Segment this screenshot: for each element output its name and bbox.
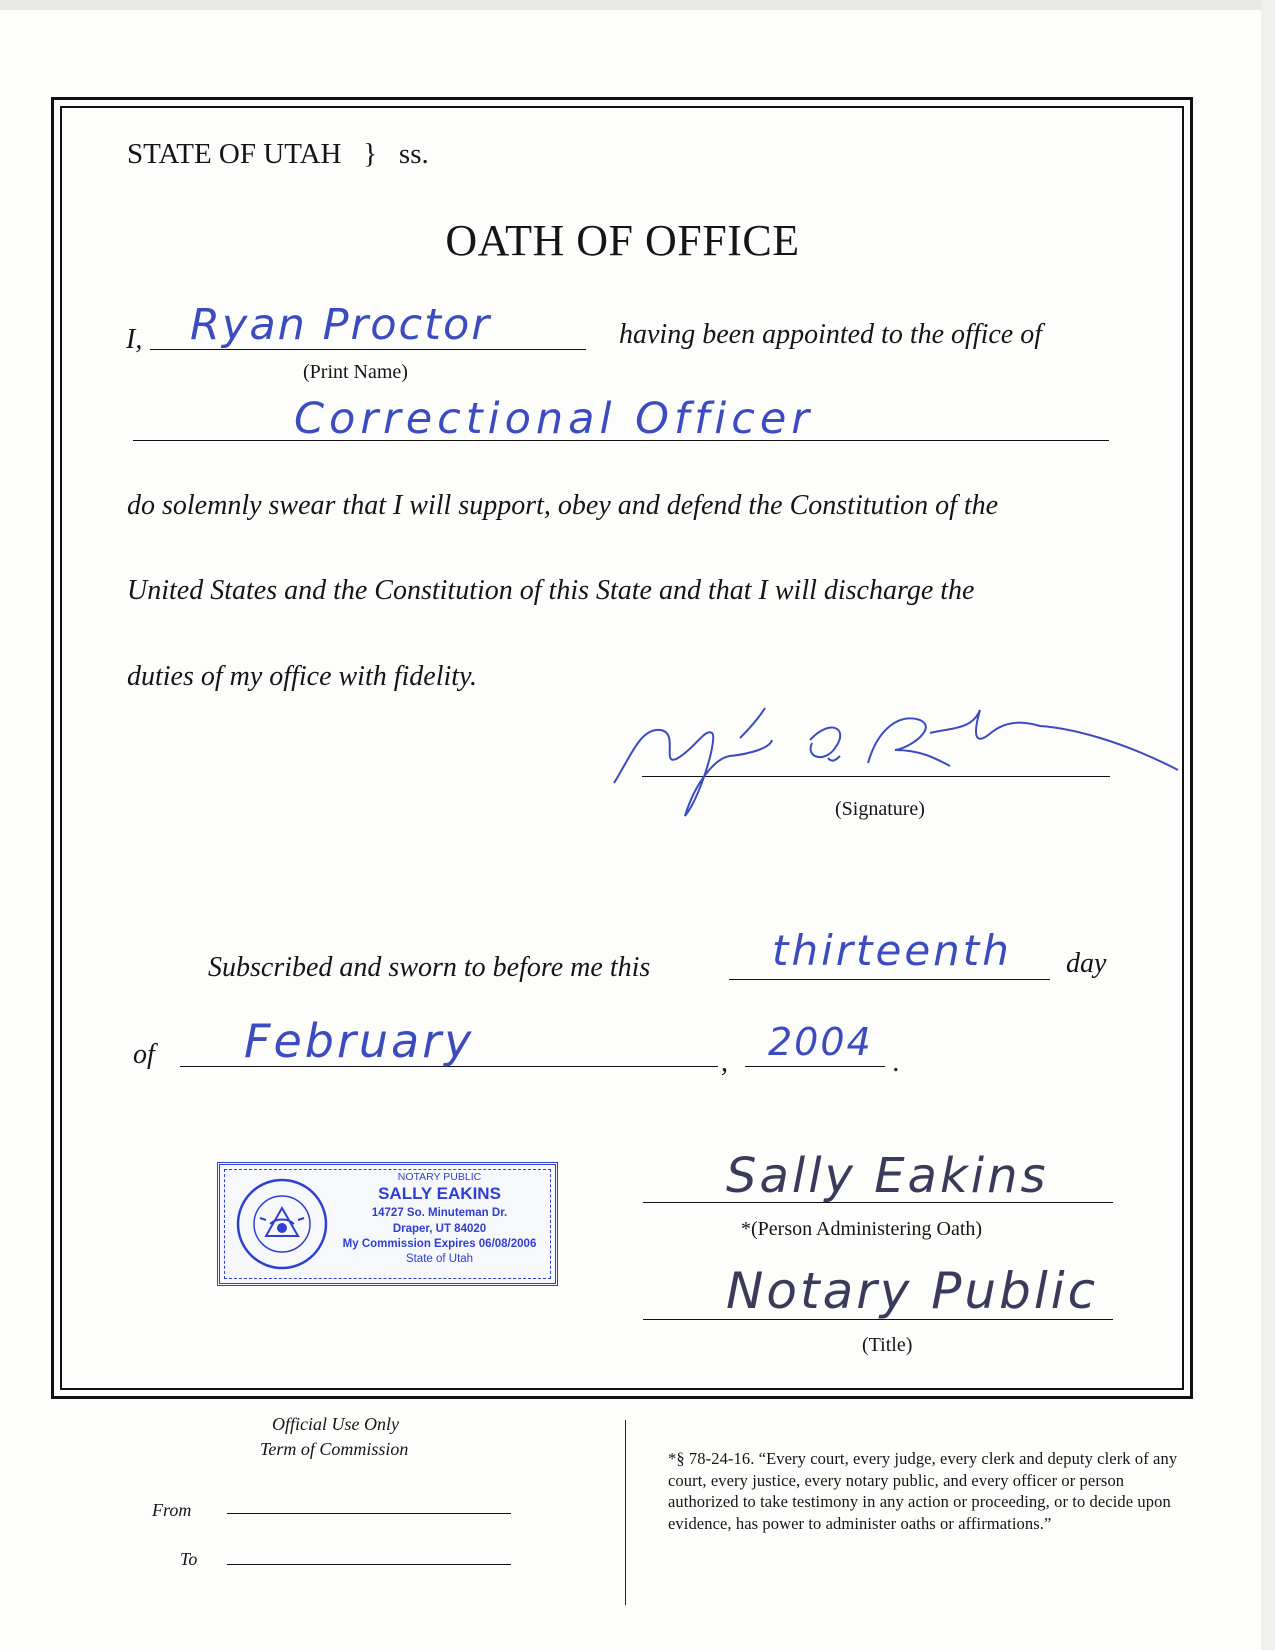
handwritten-name: Ryan Proctor	[190, 300, 492, 350]
official-use-heading: Official Use Only	[272, 1414, 399, 1434]
to-label: To	[180, 1549, 198, 1569]
subscribed-text: Subscribed and sworn to before me this	[208, 952, 651, 983]
date-comma: ,	[721, 1047, 728, 1078]
oath-line-2: United States and the Constitution of this State and that I will discharge the	[127, 575, 975, 606]
from-line	[227, 1513, 511, 1514]
state-line: STATE OF UTAH } ss.	[127, 138, 429, 170]
stamp-name: SALLY EAKINS	[378, 1184, 501, 1203]
stamp-notary-public: NOTARY PUBLIC	[397, 1171, 482, 1183]
title-caption: (Title)	[862, 1334, 913, 1356]
scan-margin	[1261, 0, 1275, 1650]
term-of-commission-heading: Term of Commission	[260, 1439, 409, 1459]
stamp-state: State of Utah	[405, 1253, 474, 1265]
appointed-text: having been appointed to the office of	[619, 319, 1043, 350]
of-word: of	[133, 1039, 155, 1070]
handwritten-day: thirteenth	[772, 926, 1012, 975]
name-prefix: I,	[126, 324, 143, 355]
year-underline	[745, 1066, 885, 1067]
statute-note	[668, 1448, 1188, 1534]
handwritten-month: February	[244, 1014, 475, 1068]
section-divider	[625, 1420, 626, 1605]
day-underline	[729, 979, 1050, 980]
signature-caption: (Signature)	[835, 798, 925, 820]
notary-stamp	[217, 1162, 558, 1286]
handwritten-title: Notary Public	[726, 1262, 1099, 1320]
to-line	[227, 1564, 511, 1565]
date-period: .	[893, 1047, 900, 1078]
stamp-address: 14727 So. Minuteman Dr.	[371, 1207, 508, 1219]
handwritten-year: 2004	[768, 1020, 873, 1064]
from-label: From	[152, 1500, 192, 1520]
oath-line-3: duties of my office with fidelity.	[127, 661, 477, 692]
day-word: day	[1066, 948, 1107, 979]
oath-line-1: do solemnly swear that I will support, obey and defend the Constitution of the	[127, 490, 999, 521]
handwritten-office: Correctional Officer	[294, 394, 814, 444]
ss-label: ss.	[398, 138, 429, 170]
handwritten-administrator: Sally Eakins	[726, 1148, 1049, 1204]
brace: }	[363, 138, 378, 170]
print-name-caption: (Print Name)	[303, 361, 408, 383]
scan-edge	[0, 0, 1275, 10]
stamp-city: Draper, UT 84020	[392, 1223, 487, 1235]
page-title: OATH OF OFFICE	[445, 216, 800, 265]
administrator-caption: *(Person Administering Oath)	[741, 1218, 983, 1240]
stamp-expiration: My Commission Expires 06/08/2006	[342, 1238, 537, 1250]
statute-text: *§ 78-24-16. “Every court, every judge, every clerk and deputy clerk of any court, every justice, every notary public, and every officer or person authorized to take testimony in any action or proceeding, or to decide upon evidence, has power to administer oaths or affirmations.”	[668, 1449, 1178, 1533]
state-seal-icon	[236, 1178, 328, 1270]
